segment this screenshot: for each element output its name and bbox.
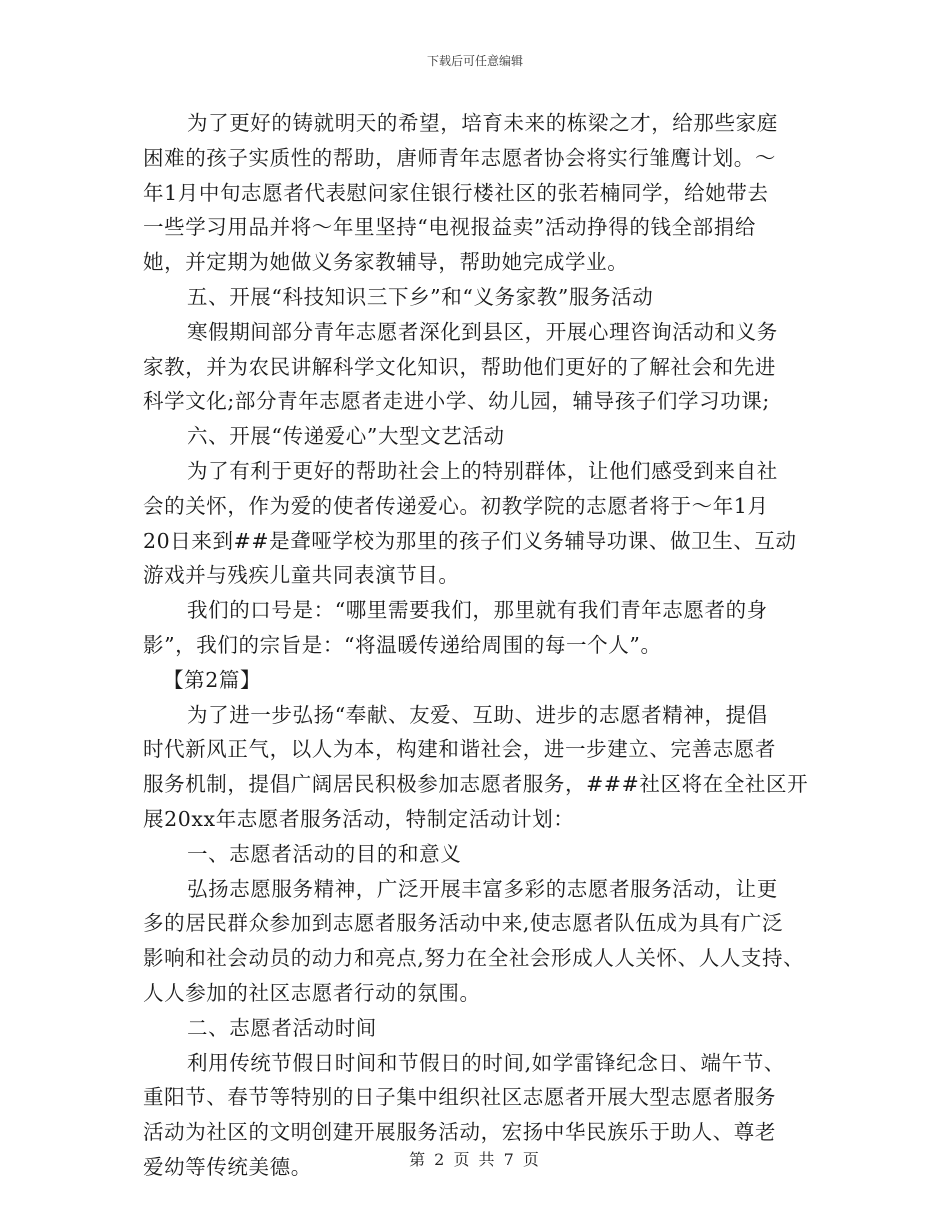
paragraph-line: 家教，并为农民讲解科学文化知识，帮助他们更好的了解社会和先进 <box>143 354 776 379</box>
paragraph-line: 影”，我们的宗旨是：“将温暖传递给周围的每一个人”。 <box>143 632 662 657</box>
paragraph-line: 影响和社会动员的动力和亮点,努力在全社会形成人人关怀、人人支持、 <box>143 946 805 971</box>
article-heading: 【第2篇】 <box>163 667 262 692</box>
paragraph-line: 我们的口号是：“哪里需要我们，那里就有我们青年志愿者的身 <box>187 598 768 623</box>
page-header: 下载后可任意编辑 <box>426 54 523 68</box>
document-body <box>143 106 818 1185</box>
paragraph-line: 活动为社区的文明创建开展服务活动，宏扬中华民族乐于助人、尊老 <box>143 1120 776 1145</box>
paragraph-line: 爱幼等传统美德。 <box>143 1154 312 1179</box>
paragraph-line: 科学文化;部分青年志愿者走进小学、幼儿园，辅导孩子们学习功课; <box>143 389 770 414</box>
paragraph-line: 展20xx年志愿者服务活动，特制定活动计划： <box>143 806 575 831</box>
section-heading: 六、开展“传递爱心”大型文艺活动 <box>187 424 505 449</box>
paragraph-line: 重阳节、春节等特别的日子集中组织社区志愿者开展大型志愿者服务 <box>143 1085 776 1110</box>
paragraph-line: 为了进一步弘扬“奉献、友爱、互助、进步的志愿者精神，提倡 <box>187 702 768 727</box>
paragraph-line: 会的关怀，作为爱的使者传递爱心。初教学院的志愿者将于～年1月 <box>143 493 769 518</box>
paragraph-line: 为了更好的铸就明天的希望，培育未来的栋梁之才，给那些家庭 <box>187 111 778 135</box>
paragraph-line: 年1月中旬志愿者代表慰问家住银行楼社区的张若楠同学，给她带去 <box>143 180 769 205</box>
paragraph-line: 弘扬志愿服务精神，广泛开展丰富多彩的志愿者服务活动，让更 <box>187 876 778 901</box>
section-heading: 二、志愿者活动时间 <box>187 1015 377 1040</box>
paragraph-line: 为了有利于更好的帮助社会上的特别群体，让他们感受到来自社 <box>187 458 778 483</box>
paragraph-line: 寒假期间部分青年志愿者深化到县区，开展心理咨询活动和义务 <box>187 319 778 344</box>
paragraph-line: 服务机制，提倡广阔居民积极参加志愿者服务，###社区将在全社区开 <box>143 772 809 797</box>
paragraph-line: 利用传统节假日时间和节假日的时间,如学雷锋纪念日、端午节、 <box>187 1050 785 1075</box>
paragraph-line: 时代新风正气，以人为本，构建和谐社会，进一步建立、完善志愿者 <box>143 737 776 762</box>
section-heading: 五、开展“科技知识三下乡”和“义务家教”服务活动 <box>187 284 654 309</box>
paragraph-line: 多的居民群众参加到志愿者服务活动中来,使志愿者队伍成为具有广泛 <box>143 911 784 936</box>
page-number-footer: 第 2 页 共 7 页 <box>409 1150 541 1169</box>
paragraph-line: 她，并定期为她做义务家教辅导，帮助她完成学业。 <box>143 250 629 275</box>
paragraph-line: 20日来到##是聋哑学校为那里的孩子们义务辅导功课、做卫生、互动 <box>143 528 797 553</box>
section-heading: 一、志愿者活动的目的和意义 <box>187 841 462 866</box>
paragraph-line: 人人参加的社区志愿者行动的氛围。 <box>143 980 481 1005</box>
paragraph-line: 一些学习用品并将～年里坚持“电视报益卖”活动挣得的钱全部捐给 <box>143 215 756 240</box>
paragraph-line: 困难的孩子实质性的帮助，唐师青年志愿者协会将实行雏鹰计划。～ <box>143 145 776 170</box>
paragraph-line: 游戏并与残疾儿童共同表演节目。 <box>143 563 460 588</box>
